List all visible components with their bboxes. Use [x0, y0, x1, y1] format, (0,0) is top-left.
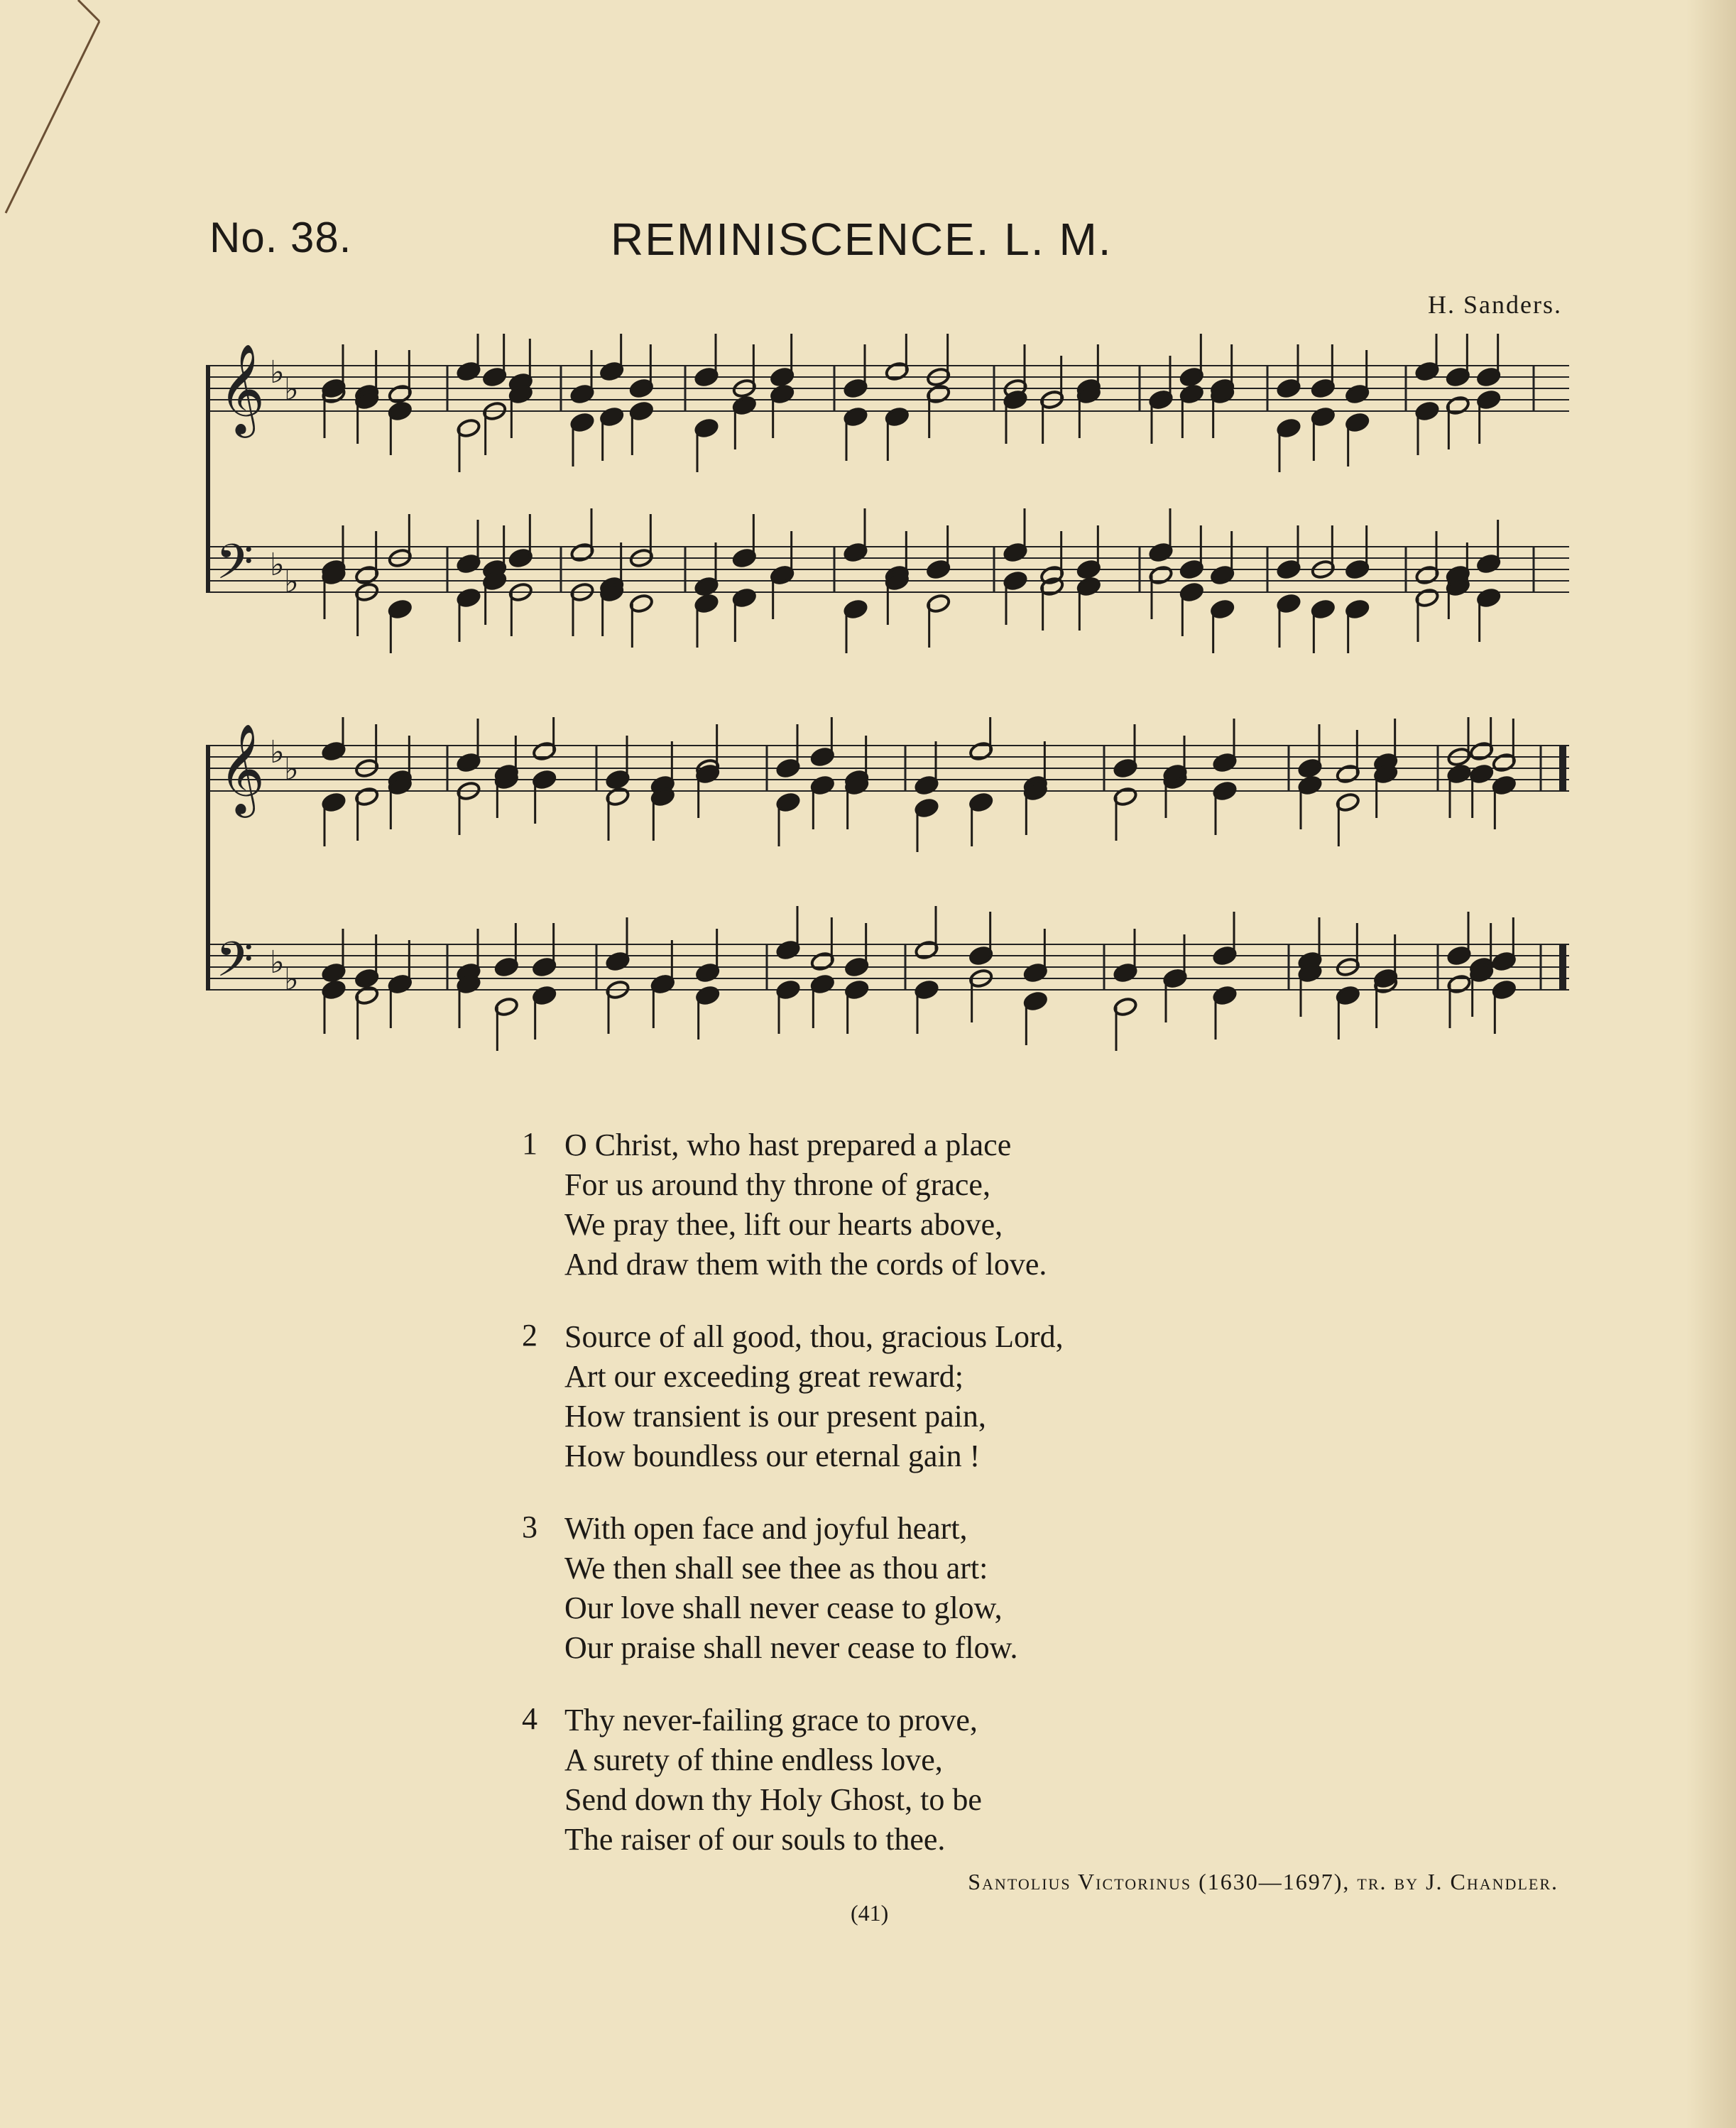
verse-line: With open face and joyful heart, [564, 1511, 968, 1546]
system-bracket [206, 366, 210, 592]
treble-clef-icon: 𝄞 [219, 343, 266, 434]
pencil-corner-mark [0, 0, 114, 227]
hymn-number: No. 38. [209, 214, 352, 261]
verse-2 [522, 1317, 1303, 1476]
system-bracket [206, 746, 210, 990]
verse-line: Source of all good, thou, gracious Lord, [564, 1319, 1064, 1354]
verses [522, 1125, 1303, 1892]
bass-clef-icon: 𝄢 [216, 535, 253, 602]
verse-line: For us around thy throne of grace, [564, 1167, 990, 1202]
hymn-header [0, 213, 1736, 277]
verse-number: 3 [522, 1510, 537, 1544]
page-number: (41) [851, 1900, 889, 1926]
bass-clef-icon: 𝄢 [216, 932, 253, 1000]
flat-icon: ♭ [270, 547, 285, 583]
music-system-1 [206, 334, 1573, 660]
flat-icon: ♭ [284, 371, 299, 408]
music-system-1-notation [206, 334, 1573, 660]
verse-line: And draw them with the cords of love. [564, 1247, 1047, 1282]
verse-number: 2 [522, 1318, 537, 1353]
verse-line: Our love shall never cease to glow, [564, 1590, 1003, 1625]
verse-line: Send down thy Holy Ghost, to be [564, 1782, 982, 1817]
verse-line: O Christ, who hast prepared a place [564, 1128, 1012, 1162]
flat-icon: ♭ [284, 961, 299, 998]
verse-line: Our praise shall never cease to flow. [564, 1630, 1018, 1665]
page-edge-shadow [1686, 0, 1736, 2128]
verse-line: The raiser of our souls to thee. [564, 1822, 946, 1857]
verse-line: We pray thee, lift our hearts above, [564, 1207, 1003, 1242]
verse-line: How boundless our eternal gain ! [564, 1439, 981, 1473]
verse-line: A surety of thine endless love, [564, 1742, 943, 1777]
flat-icon: ♭ [270, 354, 285, 391]
treble-clef-icon: 𝄞 [219, 723, 266, 814]
verse-line: Art our exceeding great reward; [564, 1359, 963, 1394]
music-system-2 [206, 717, 1573, 1072]
verse-line: Thy never-failing grace to prove, [564, 1703, 978, 1737]
verse-3 [522, 1509, 1303, 1668]
hymn-title: REMINISCENCE. L. M. [611, 214, 1113, 265]
flat-icon: ♭ [270, 734, 285, 770]
composer-credit: H. Sanders. [1428, 290, 1562, 319]
flat-icon: ♭ [270, 944, 285, 981]
verse-number: 4 [522, 1701, 537, 1736]
verse-4 [522, 1701, 1303, 1860]
text-attribution: Santolius Victorinus (1630—1697), tr. by J. Chandler. [968, 1869, 1558, 1894]
final-barline [1559, 944, 1566, 990]
final-barline [1559, 746, 1566, 791]
verse-line: We then shall see thee as thou art: [564, 1551, 988, 1586]
verse-number: 1 [522, 1126, 537, 1161]
flat-icon: ♭ [284, 564, 299, 600]
verse-line: How transient is our present pain, [564, 1399, 986, 1434]
flat-icon: ♭ [284, 751, 299, 787]
music-system-2-notation [206, 717, 1573, 1072]
verse-1 [522, 1125, 1303, 1284]
